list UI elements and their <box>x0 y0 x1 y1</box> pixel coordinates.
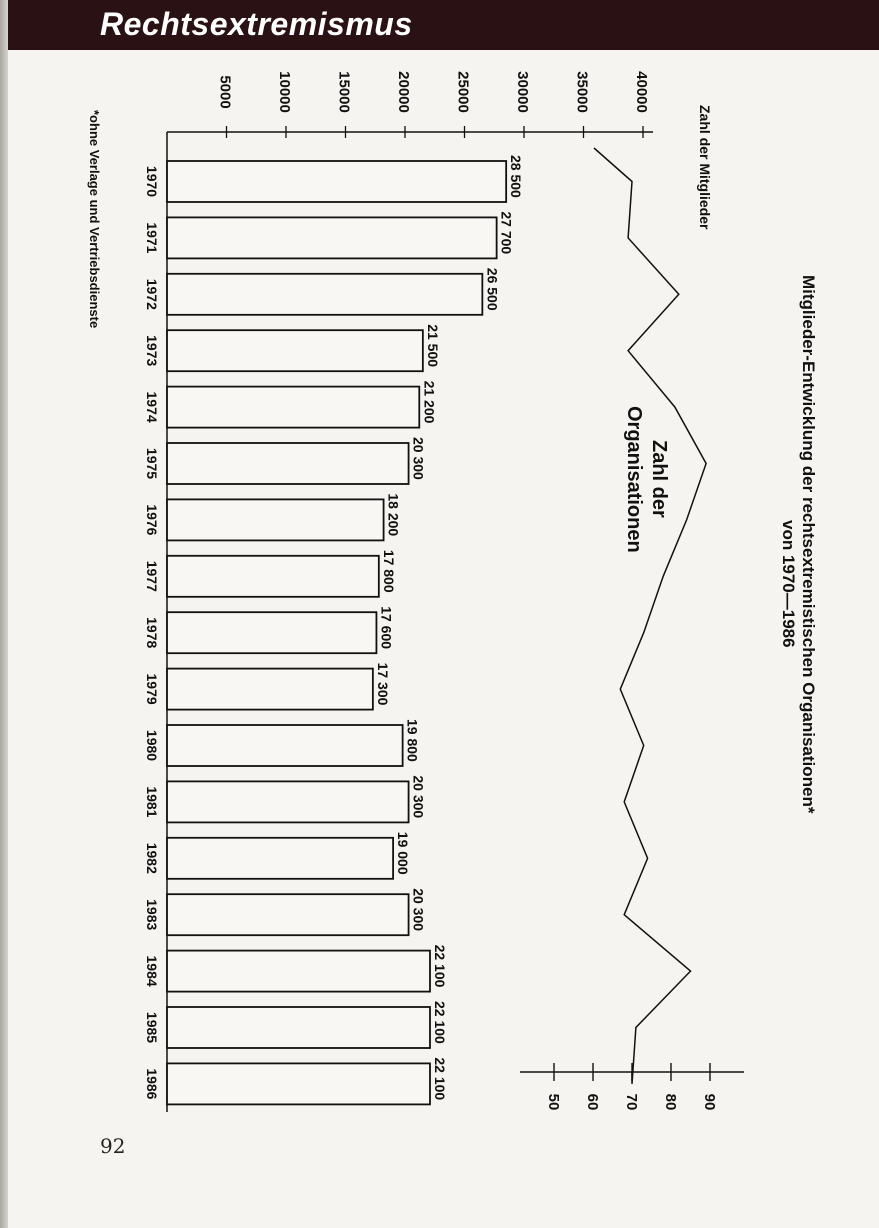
bar-value-label: 18 200 <box>385 493 402 537</box>
members-axis-tick-label: 30000 <box>514 71 531 113</box>
bar-value-label: 26 500 <box>484 267 501 311</box>
bar <box>167 951 430 992</box>
year-label: 1983 <box>144 899 160 931</box>
organisations-line <box>594 148 706 1084</box>
year-label: 1973 <box>144 335 160 367</box>
members-axis-tick-label: 40000 <box>633 71 650 113</box>
year-label: 1980 <box>144 729 160 762</box>
year-label: 1975 <box>144 447 160 480</box>
bar-value-label: 17 300 <box>374 662 391 706</box>
year-label: 1984 <box>144 955 160 987</box>
year-label: 1982 <box>144 842 160 874</box>
bar-value-label: 17 800 <box>380 549 397 593</box>
bar-value-label: 19 000 <box>395 831 412 875</box>
bar <box>167 838 393 879</box>
organisations-axis-tick-label: 60 <box>584 1093 601 1111</box>
year-label: 1971 <box>144 222 160 254</box>
year-label: 1986 <box>144 1068 160 1100</box>
bar-value-label: 20 300 <box>410 775 427 819</box>
year-label: 1979 <box>144 673 160 705</box>
bar <box>167 443 409 484</box>
bar-value-label: 17 600 <box>378 606 395 650</box>
bar-value-label: 21 500 <box>424 324 441 368</box>
members-axis-tick-label: 35000 <box>573 71 591 113</box>
bar <box>167 499 384 540</box>
members-axis-tick-label: 25000 <box>454 71 472 113</box>
bar <box>167 274 482 315</box>
bar <box>167 556 379 597</box>
year-label: 1978 <box>144 617 160 649</box>
year-label: 1974 <box>144 391 160 423</box>
bar <box>167 217 497 258</box>
organisations-line-label <box>623 406 670 553</box>
bar <box>167 1063 430 1104</box>
bar-value-label: 21 200 <box>421 380 438 424</box>
members-axis-tick-label: 20000 <box>395 71 412 113</box>
organisations-line-label-line-2: Organisationen <box>623 406 645 553</box>
year-label: 1985 <box>144 1011 160 1044</box>
bar <box>167 1007 430 1048</box>
year-label: 1976 <box>144 504 160 536</box>
bar <box>167 894 409 935</box>
organisations-axis <box>520 1063 744 1110</box>
bar <box>167 161 506 202</box>
bar-value-label: 22 100 <box>431 1057 448 1101</box>
members-axis-tick-label: 15000 <box>335 71 353 113</box>
bar-series <box>167 161 506 1104</box>
chart-title: Mitglieder-Entwicklung der rechtsextremistischen Organisationen* <box>799 275 818 814</box>
bar <box>167 725 403 766</box>
members-axis-tick-label: 10000 <box>276 71 293 113</box>
year-label: 1977 <box>144 560 160 592</box>
bar <box>167 669 373 710</box>
organisations-axis-tick-label: 80 <box>662 1093 679 1111</box>
organisations-axis-tick-label: 70 <box>623 1093 640 1111</box>
bar-value-label: 22 100 <box>431 1001 448 1044</box>
year-label: 1972 <box>144 278 160 310</box>
members-axis-tick-label: 5000 <box>216 75 234 109</box>
year-label: 1970 <box>144 165 160 198</box>
bar-value-label: 19 800 <box>404 719 421 762</box>
chart-subtitle: von 1970—1986 <box>779 520 798 648</box>
bar <box>167 387 419 428</box>
organisations-axis-tick-label: 90 <box>701 1093 718 1111</box>
year-labels <box>144 166 160 1100</box>
year-label: 1981 <box>144 786 160 818</box>
chart-titles <box>779 275 818 814</box>
bar-value-label: 27 700 <box>498 211 515 255</box>
organisations-line-series <box>594 148 706 1084</box>
bar-value-label: 20 300 <box>410 888 427 932</box>
bar-value-label: 22 100 <box>431 944 448 988</box>
page-number: 92 <box>100 1134 126 1158</box>
bar-value-label: 20 300 <box>410 437 427 480</box>
organisations-line-label-line-1: Zahl der <box>648 440 670 518</box>
organisations-axis-tick-label: 50 <box>545 1093 562 1111</box>
membership-chart <box>0 50 879 1130</box>
bar-value-label: 28 500 <box>508 155 525 198</box>
bar <box>167 330 423 371</box>
footnote: *ohne Verlage und Vertriebsdienste <box>87 110 102 329</box>
page-title: Rechtsextremismus <box>100 6 413 42</box>
members-axis-label: Zahl der Mitglieder <box>697 105 713 230</box>
bar <box>167 612 376 653</box>
bar <box>167 781 409 822</box>
